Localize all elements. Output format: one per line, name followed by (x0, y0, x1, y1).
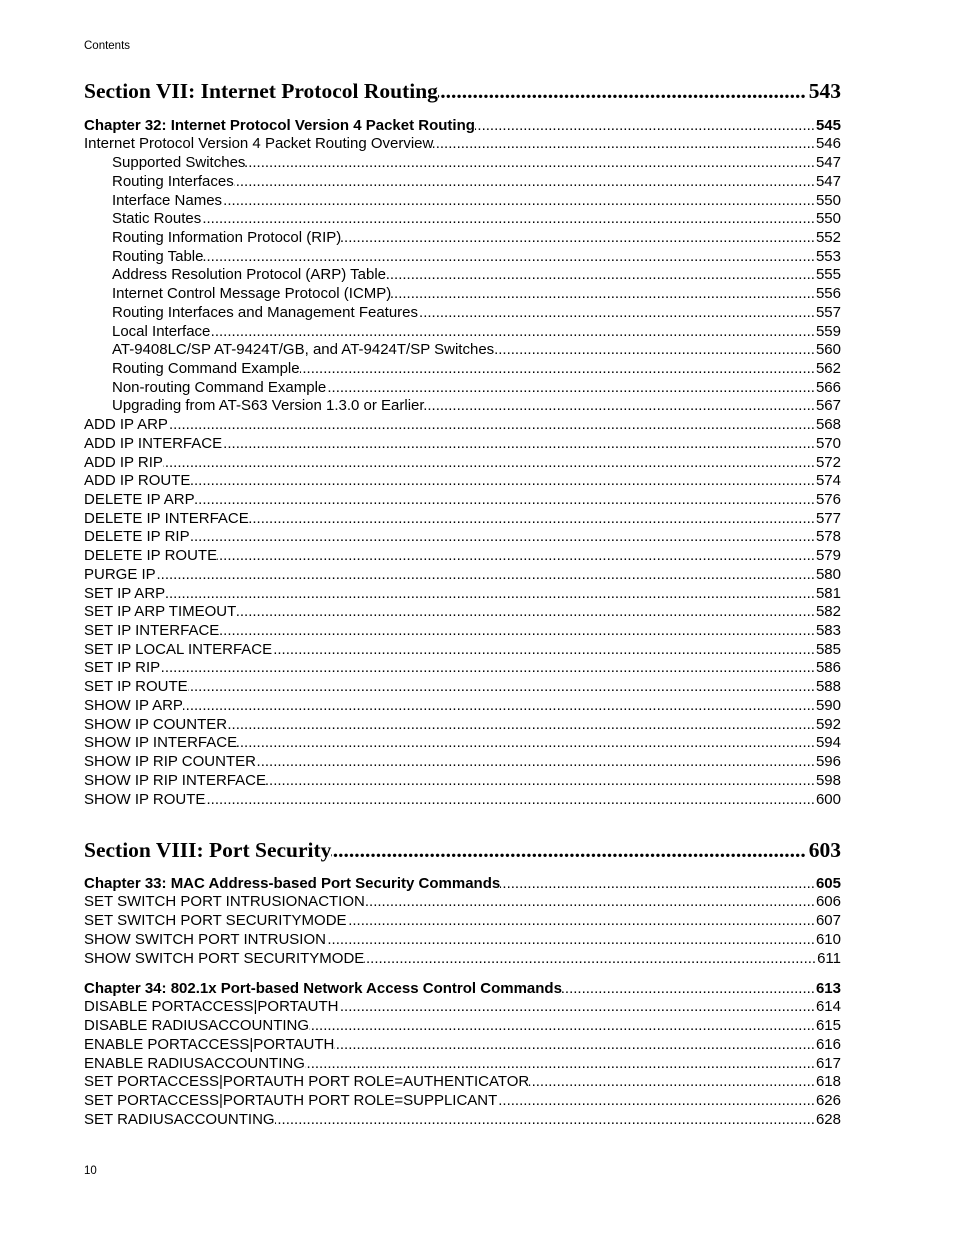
entry-page: 552 (815, 228, 841, 246)
toc-entry[interactable] (84, 585, 841, 604)
leader-dots (424, 397, 816, 416)
toc-subentry[interactable] (84, 210, 841, 229)
entry-page: 581 (815, 584, 841, 602)
entry-title: SET PORTACCESS|PORTAUTH PORT ROLE=SUPPLICANT (84, 1091, 498, 1109)
entry-title: DISABLE PORTACCESS|PORTAUTH (84, 998, 339, 1016)
entry-title: Routing Table (112, 247, 204, 265)
toc-entry[interactable] (84, 734, 841, 753)
leader-dots (326, 379, 816, 398)
section-page: 543 (808, 79, 841, 103)
section-heading[interactable] (84, 78, 841, 104)
entry-page: 628 (815, 1110, 841, 1128)
entry-title: Internet Control Message Protocol (ICMP) (112, 285, 392, 303)
toc-entry[interactable] (84, 678, 841, 697)
leader-dots (163, 454, 816, 473)
leader-dots (203, 248, 816, 267)
entry-page: 568 (815, 416, 841, 434)
leader-dots (494, 341, 816, 360)
section-page: 603 (808, 838, 841, 862)
chapter-34-list (84, 980, 841, 1130)
entry-page: 567 (815, 397, 841, 415)
entry-title: Internet Protocol Version 4 Packet Routing Overview (84, 135, 434, 153)
entry-title: SET RADIUSACCOUNTING (84, 1110, 275, 1128)
entry-title: Routing Interfaces and Management Features (112, 303, 419, 321)
entry-title: SET IP ARP (84, 584, 166, 602)
entry-title: Routing Command Example (112, 359, 300, 377)
toc-entry[interactable] (84, 641, 841, 660)
entry-title: DELETE IP ARP (84, 491, 195, 508)
toc-subentry[interactable] (84, 397, 841, 416)
toc-entry[interactable] (84, 435, 841, 454)
toc-entry[interactable] (84, 510, 841, 529)
toc-entry[interactable] (84, 791, 841, 810)
entry-page: 586 (815, 659, 841, 677)
entry-title: Non-routing Command Example (112, 378, 327, 396)
toc-entry[interactable] (84, 912, 841, 931)
leader-dots (500, 875, 816, 894)
entry-page: 559 (815, 322, 841, 340)
toc-entry[interactable] (84, 566, 841, 585)
leader-dots (168, 416, 816, 435)
entry-page: 582 (815, 603, 841, 621)
toc-entry[interactable] (84, 1055, 841, 1074)
entry-page: 610 (815, 930, 841, 948)
entry-page: 626 (815, 1091, 841, 1109)
toc-entry[interactable] (84, 622, 841, 641)
leader-dots (347, 912, 816, 931)
leader-dots (334, 1036, 816, 1055)
toc-entry[interactable] (84, 472, 841, 491)
entry-page: 566 (815, 378, 841, 396)
entry-title: SHOW IP ARP (84, 696, 183, 714)
entry-page: 570 (815, 434, 841, 452)
entry-page: 576 (815, 491, 841, 508)
entry-page: 616 (815, 1035, 841, 1053)
toc-entry[interactable] (84, 416, 841, 435)
toc-entry[interactable] (84, 491, 841, 510)
entry-page: 578 (815, 528, 841, 546)
leader-dots (562, 980, 816, 999)
chapter-title: Chapter 32: Internet Protocol Version 4 Packet Routing (84, 116, 475, 134)
entry-title: DELETE IP INTERFACE (84, 509, 249, 527)
entry-title: ADD IP RIP (84, 453, 163, 471)
entry-page: 600 (815, 790, 841, 808)
entry-page: 579 (815, 547, 841, 565)
toc-subentry[interactable] (84, 192, 841, 211)
leader-dots (249, 510, 816, 529)
leader-dots (227, 716, 816, 735)
leader-dots (205, 791, 816, 810)
toc-entry[interactable] (84, 528, 841, 547)
entry-title: AT-9408LC/SP AT-9424T/GB, and AT-9424T/SP Switches (112, 341, 495, 359)
entry-page: 577 (815, 509, 841, 527)
entry-title: SET IP ROUTE (84, 678, 188, 696)
leader-dots (438, 78, 809, 104)
leader-dots (305, 1055, 816, 1074)
leader-dots (326, 931, 816, 950)
leader-dots (190, 528, 816, 547)
section-heading[interactable] (84, 837, 841, 863)
entry-page: 550 (815, 191, 841, 209)
toc-entry[interactable] (84, 716, 841, 735)
chapter-title: Chapter 34: 802.1x Port-based Network Access Control Commands (84, 979, 562, 997)
leader-dots (391, 285, 816, 304)
entry-title: ENABLE PORTACCESS|PORTAUTH (84, 1035, 335, 1053)
leader-dots (222, 435, 816, 454)
entry-page: 598 (815, 771, 841, 789)
entry-page: 618 (815, 1073, 841, 1091)
entry-title: DELETE IP RIP (84, 528, 190, 546)
toc-entry[interactable] (84, 454, 841, 473)
chapter-page: 545 (815, 116, 841, 134)
leader-dots (219, 622, 816, 641)
entry-page: 550 (815, 210, 841, 228)
chapter-entry[interactable] (84, 117, 841, 136)
chapter-page: 605 (815, 874, 841, 892)
leader-dots (237, 734, 816, 753)
toc-entry[interactable] (84, 1073, 841, 1092)
leader-dots (160, 659, 816, 678)
leader-dots (236, 603, 816, 622)
leader-dots (245, 154, 816, 173)
entry-title: ADD IP ROUTE (84, 472, 191, 490)
leader-dots (222, 192, 816, 211)
leader-dots (275, 1111, 816, 1130)
entry-title: SET IP LOCAL INTERFACE (84, 640, 273, 658)
entry-title: Static Routes (112, 210, 202, 228)
chapter-entry[interactable] (84, 980, 841, 999)
toc-subentry[interactable] (84, 379, 841, 398)
entry-title: SET SWITCH PORT INTRUSIONACTION (84, 893, 365, 911)
entry-title: SET IP RIP (84, 659, 161, 677)
leader-dots (190, 472, 816, 491)
toc-subentry[interactable] (84, 304, 841, 323)
toc-entry[interactable] (84, 1017, 841, 1036)
toc-entry[interactable] (84, 1036, 841, 1055)
entry-page: 553 (815, 247, 841, 265)
entry-page: 562 (815, 359, 841, 377)
entry-page: 572 (815, 453, 841, 471)
leader-dots (497, 1092, 816, 1111)
toc-entry[interactable] (84, 753, 841, 772)
leader-dots (256, 753, 816, 772)
toc-subentry[interactable] (84, 229, 841, 248)
chapter-33-list (84, 875, 841, 969)
entry-title: Upgrading from AT-S63 Version 1.3.0 or Earlier (112, 397, 425, 415)
entry-title: SET IP INTERFACE (84, 622, 220, 640)
entry-title: SET PORTACCESS|PORTAUTH PORT ROLE=AUTHENTICATOR (84, 1073, 530, 1091)
toc-entry[interactable] (84, 931, 841, 950)
toc-entry[interactable] (84, 135, 841, 154)
toc-entry[interactable] (84, 697, 841, 716)
leader-dots (341, 229, 816, 248)
leader-dots (529, 1073, 816, 1092)
leader-dots (339, 998, 816, 1017)
toc-entry[interactable] (84, 1092, 841, 1111)
toc-entry[interactable] (84, 998, 841, 1017)
entry-title: Routing Information Protocol (RIP) (112, 228, 342, 246)
entry-page: 555 (815, 266, 841, 284)
toc-subentry[interactable] (84, 341, 841, 360)
chapter-page: 613 (815, 979, 841, 997)
leader-dots (201, 210, 816, 229)
entry-title: DISABLE RADIUSACCOUNTING (84, 1017, 310, 1035)
leader-dots (331, 837, 808, 863)
entry-title: Interface Names (112, 191, 223, 209)
toc-subentry[interactable] (84, 173, 841, 192)
chapter-entry[interactable] (84, 875, 841, 894)
leader-dots (165, 585, 816, 604)
leader-dots (195, 491, 816, 510)
entry-page: 560 (815, 341, 841, 359)
entry-page: 574 (815, 472, 841, 490)
leader-dots (365, 893, 816, 912)
entry-page: 556 (815, 285, 841, 303)
entry-title: SET SWITCH PORT SECURITYMODE (84, 912, 347, 930)
leader-dots (188, 678, 816, 697)
entry-title: Routing Interfaces (112, 172, 234, 190)
running-head: Contents (84, 40, 131, 52)
entry-page: 580 (815, 565, 841, 583)
toc-subentry[interactable] (84, 323, 841, 342)
toc-entry[interactable] (84, 659, 841, 678)
entry-page: 590 (815, 696, 841, 714)
entry-page: 607 (815, 912, 841, 930)
leader-dots (475, 117, 816, 136)
entry-page: 588 (815, 678, 841, 696)
leader-dots (266, 772, 816, 791)
entry-page: 617 (815, 1054, 841, 1072)
chapter-32-list (84, 117, 841, 810)
entry-title: SHOW SWITCH PORT SECURITYMODE (84, 949, 365, 967)
toc-subentry[interactable] (84, 248, 841, 267)
entry-page: 611 (817, 949, 841, 967)
toc-subentry[interactable] (84, 285, 841, 304)
section-title: Section VII: Internet Protocol Routing (84, 79, 438, 103)
entry-page: 596 (815, 753, 841, 771)
toc-entry[interactable] (84, 1111, 841, 1130)
entry-page: 614 (815, 998, 841, 1016)
entry-page: 615 (815, 1017, 841, 1035)
entry-title: SET IP ARP TIMEOUT (84, 603, 237, 621)
entry-page: 546 (815, 135, 841, 153)
leader-dots (433, 135, 816, 154)
entry-page: 583 (815, 622, 841, 640)
leader-dots (418, 304, 816, 323)
chapter-title: Chapter 33: MAC Address-based Port Security Commands (84, 874, 501, 892)
entry-page: 592 (815, 715, 841, 733)
toc-entry[interactable] (84, 893, 841, 912)
toc-subentry[interactable] (84, 154, 841, 173)
entry-title: DELETE IP ROUTE (84, 547, 218, 565)
leader-dots (234, 173, 816, 192)
entry-page: 606 (815, 893, 841, 911)
entry-title: SHOW IP RIP INTERFACE (84, 771, 266, 789)
leader-dots (309, 1017, 816, 1036)
toc-subentry[interactable] (84, 360, 841, 379)
entry-title: ADD IP INTERFACE (84, 434, 223, 452)
entry-page: 585 (815, 640, 841, 658)
entry-title: Local Interface (112, 322, 211, 340)
leader-dots (386, 266, 816, 285)
leader-dots (210, 323, 816, 342)
toc-entry[interactable] (84, 950, 841, 969)
entry-title: Address Resolution Protocol (ARP) Table (112, 266, 387, 284)
entry-page: 547 (815, 154, 841, 172)
entry-title: ENABLE RADIUSACCOUNTING (84, 1054, 305, 1072)
entry-title: SHOW SWITCH PORT INTRUSION (84, 930, 326, 948)
entry-title: ADD IP ARP (84, 416, 168, 434)
entry-title: SHOW IP INTERFACE (84, 734, 238, 752)
entry-page: 547 (815, 172, 841, 190)
entry-title: SHOW IP RIP COUNTER (84, 753, 256, 771)
toc-entry[interactable] (84, 603, 841, 622)
section-title: Section VIII: Port Security (84, 838, 332, 862)
leader-dots (183, 697, 816, 716)
entry-title: Supported Switches (112, 154, 246, 172)
leader-dots (217, 547, 816, 566)
entry-page: 594 (815, 734, 841, 752)
entry-title: PURGE IP (84, 565, 156, 583)
leader-dots (364, 950, 817, 969)
entry-page: 557 (815, 303, 841, 321)
toc-entry[interactable] (84, 547, 841, 566)
entry-title: SHOW IP ROUTE (84, 790, 206, 808)
leader-dots (272, 641, 816, 660)
entry-title: SHOW IP COUNTER (84, 715, 228, 733)
toc-subentry[interactable] (84, 266, 841, 285)
page-number: 10 (84, 1165, 97, 1177)
toc-entry[interactable] (84, 772, 841, 791)
leader-dots (156, 566, 816, 585)
leader-dots (300, 360, 816, 379)
